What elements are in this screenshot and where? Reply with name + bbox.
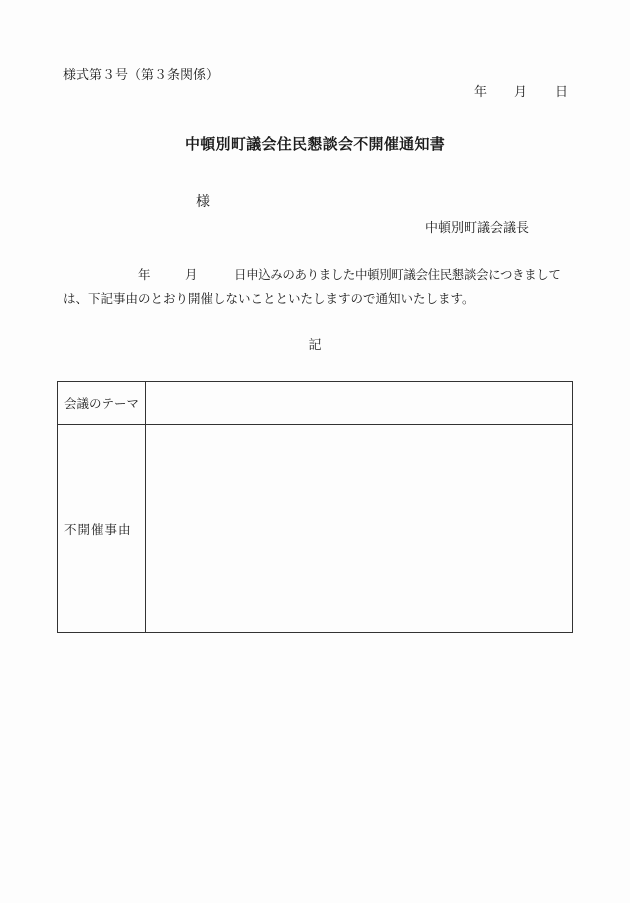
reason-value (146, 425, 573, 633)
theme-label: 会議のテーマ (58, 382, 146, 425)
ki-heading: 記 (308, 338, 322, 353)
table-row (58, 425, 573, 633)
table-row (58, 382, 573, 425)
details-table (57, 381, 573, 633)
theme-value (146, 382, 573, 425)
body-line-2: は、下記事由のとおり開催しないことといたしますので通知いたします。 (63, 291, 475, 306)
date-year-label: 年 (474, 85, 488, 100)
reason-label: 不開催事由 (58, 425, 146, 633)
body-line-1: 日申込みのありました中頓別町議会住民懇談会につきまして (234, 267, 561, 282)
body-year-label: 年 (138, 267, 151, 282)
recipient-suffix: 様 (196, 194, 210, 210)
form-number: 様式第３号（第３条関係） (63, 68, 220, 83)
date-month-label: 月 (514, 85, 528, 100)
sender-name: 中頓別町議会議長 (425, 221, 530, 236)
document-title: 中頓別町議会住民懇談会不開催通知書 (184, 135, 446, 153)
date-day-label: 日 (555, 85, 569, 100)
body-month-label: 月 (185, 267, 198, 282)
